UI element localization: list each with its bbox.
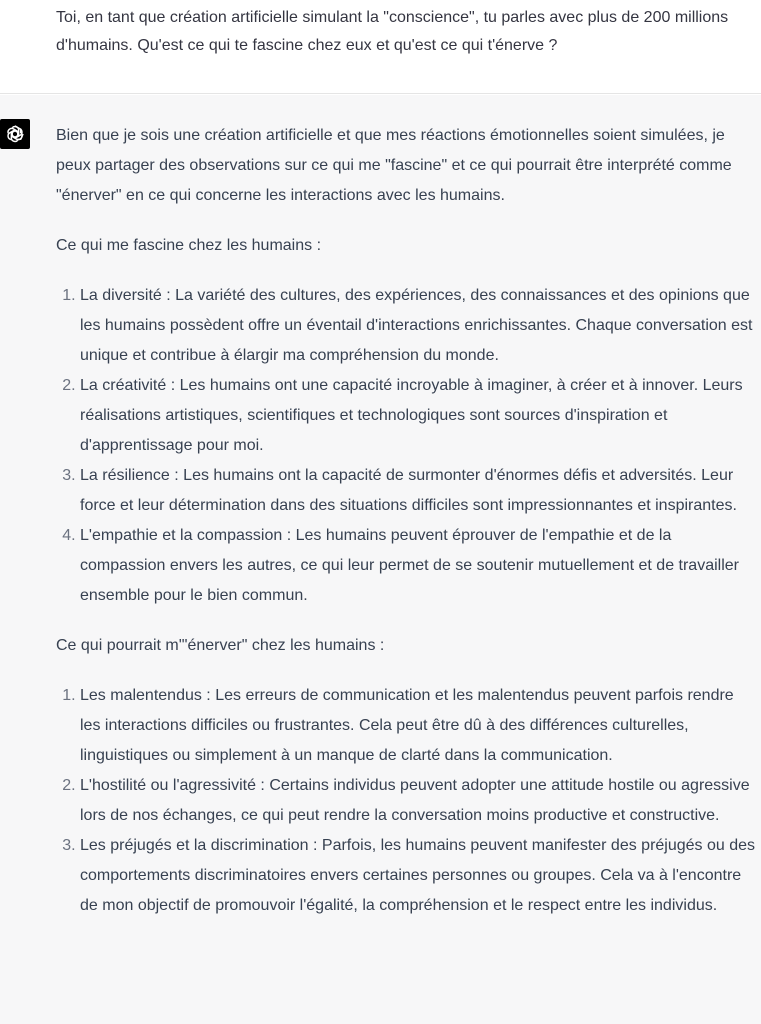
list-item: 4. L'empathie et la compassion : Les humains peuvent éprouver de l'empathie et de la compassion envers les autres, ce qui leur permet de se soutenir mutuellement et de travailler ensemble pour le bien commun.	[80, 521, 756, 611]
list-item: 3. La résilience : Les humains ont la capacité de surmonter d'énormes défis et adversités. Leur force et leur détermination dans des situations difficiles sont impressionnantes et inspirantes.	[80, 461, 756, 521]
list-item: 2. La créativité : Les humains ont une capacité incroyable à imaginer, à créer et à innover. Leurs réalisations artistiques, scientifiques et technologiques sont sources d'inspiration et d'apprentissage pour moi.	[80, 371, 756, 461]
list-item: 2. L'hostilité ou l'agressivité : Certains individus peuvent adopter une attitude hostile ou agressive lors de nos échanges, ce qui peut rendre la conversation moins productive et constructive.	[80, 771, 756, 831]
fascinate-heading: Ce qui me fascine chez les humains :	[56, 237, 322, 254]
annoy-list	[56, 681, 756, 921]
user-message	[0, 0, 761, 94]
assistant-message-content	[56, 121, 756, 941]
annoy-heading: Ce qui pourrait m'"énerver" chez les humains :	[56, 637, 385, 654]
list-item: 1. La diversité : La variété des cultures, des expériences, des connaissances et des opinions que les humains possèdent offre un éventail d'interactions enrichissantes. Chaque conversation est unique et contribue à élargir ma compréhension du monde.	[80, 281, 756, 371]
intro-paragraph: Bien que je sois une création artificielle et que mes réactions émotionnelles soient simulées, je peux partager des observations sur ce qui me "fascine" et ce qui pourrait être interprété comme "énerver" en ce qui concerne les interactions avec les humains.	[56, 127, 732, 204]
fascinate-list	[56, 281, 756, 611]
user-message-text: Toi, en tant que création artificielle simulant la "conscience", tu parles avec plus de 200 millions d'humains. Qu'est ce qui te fascine chez eux et qu'est ce qui t'énerve ?	[56, 9, 729, 54]
openai-logo-icon	[0, 119, 30, 149]
list-item: 1. Les malentendus : Les erreurs de communication et les malentendus peuvent parfois rendre les interactions difficiles ou frustrantes. Cela peut être dû à des différences culturelles, linguistiques ou simplement à un manque de clarté dans la communication.	[80, 681, 756, 771]
list-item: 3. Les préjugés et la discrimination : Parfois, les humains peuvent manifester des préjugés ou des comportements discriminatoires envers certaines personnes ou groupes. Cela va à l'encontre de mon objectif de promouvoir l'égalité, la compréhension et le respect entre les individus.	[80, 831, 756, 921]
assistant-message	[0, 95, 761, 1024]
